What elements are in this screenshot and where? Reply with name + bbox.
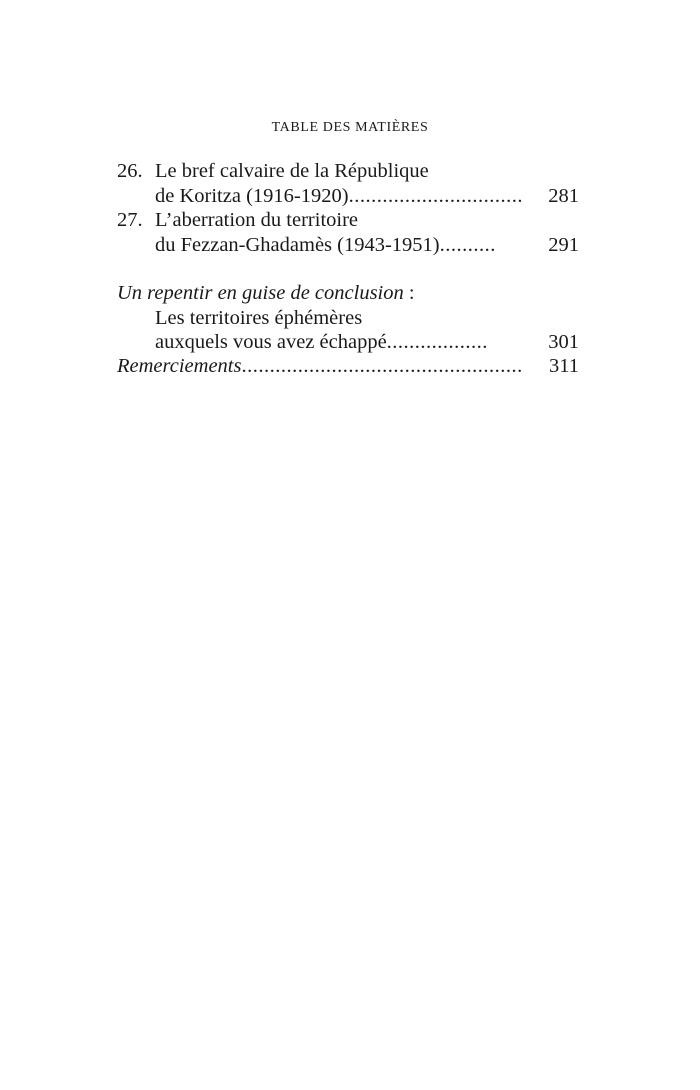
entry-number: 27. [117, 209, 143, 231]
entry-number: 26. [117, 160, 143, 182]
conclusion-subtitle: Les territoires éphémères [155, 307, 363, 329]
toc-acknowledgements[interactable] [117, 354, 579, 379]
toc-entry-26-line2[interactable] [117, 184, 579, 209]
conclusion-title: Un repentir en guise de conclusion [117, 282, 404, 304]
page-number: 281 [548, 185, 579, 207]
dot-leader: ............................... [348, 185, 523, 207]
acknowledgements-title: Remerciements [117, 355, 242, 377]
toc-conclusion-line1 [117, 281, 579, 306]
toc-conclusion-line2 [117, 306, 579, 331]
running-header: TABLE DES MATIÈRES [271, 120, 429, 135]
toc-entry-26-line1 [117, 159, 579, 184]
entry-title-cont: du Fezzan-Ghadamès (1943-1951).......... [155, 234, 496, 256]
entry-title-cont: de Koritza (1916-1920)............................... [155, 185, 523, 207]
entry-title: L’aberration du territoire [155, 209, 359, 231]
dot-leader: .......... [439, 234, 496, 256]
page-number: 301 [548, 331, 579, 353]
colon: : [403, 282, 415, 304]
page-number: 291 [548, 234, 579, 256]
toc-conclusion-line3[interactable] [117, 330, 579, 355]
toc-entry-27-line1 [117, 208, 579, 233]
conclusion-subtitle-cont: auxquels vous avez échappé.................. [155, 331, 488, 353]
entry-title: Le bref calvaire de la République [155, 160, 429, 182]
page-number: 311 [549, 355, 579, 377]
dot-leader: .................................................. [241, 355, 523, 377]
dot-leader: .................. [386, 331, 488, 353]
toc-entry-27-line2[interactable] [117, 233, 579, 258]
